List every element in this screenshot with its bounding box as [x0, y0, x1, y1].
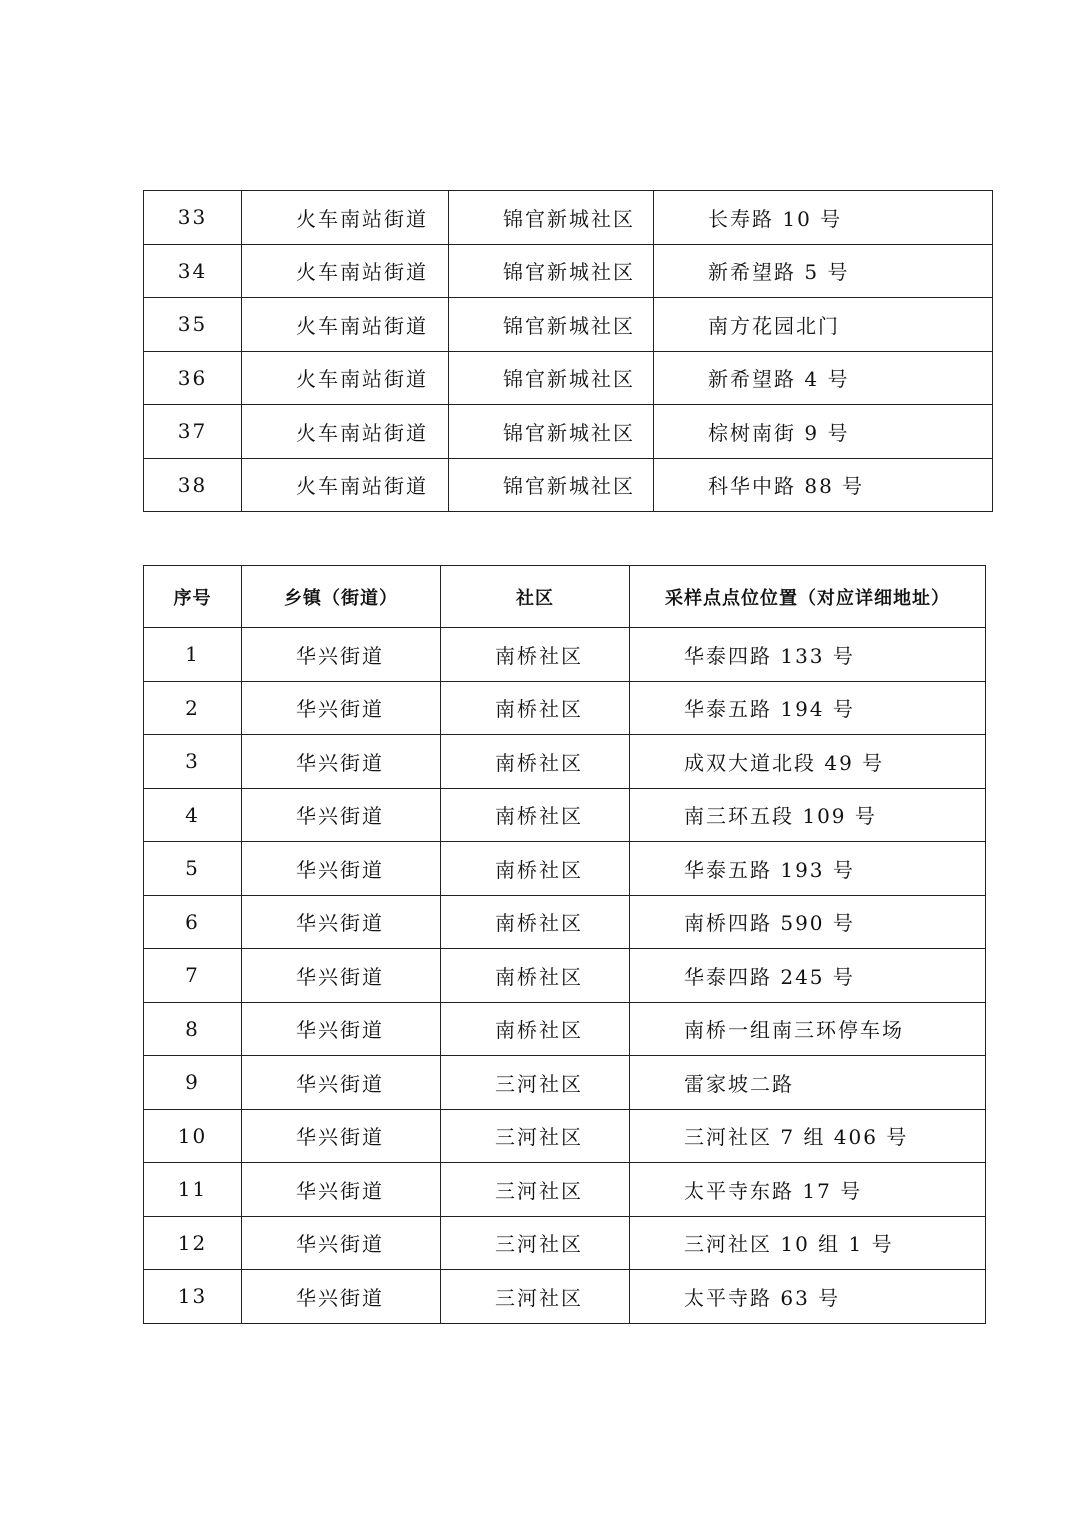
- cell-street: 火车南站街道: [242, 298, 449, 352]
- cell-community: 锦官新城社区: [449, 244, 654, 298]
- cell-no: 11: [144, 1163, 242, 1217]
- cell-address: 华泰四路 245 号: [630, 949, 986, 1003]
- cell-community: 南桥社区: [441, 895, 630, 949]
- cell-community: 南桥社区: [441, 788, 630, 842]
- table-row: [144, 681, 986, 735]
- table-row: [144, 1109, 986, 1163]
- cell-address: 新希望路 5 号: [654, 244, 993, 298]
- header-community: 社区: [441, 566, 630, 628]
- cell-street: 华兴街道: [242, 788, 441, 842]
- table-row: [144, 298, 993, 352]
- table-row: [144, 735, 986, 789]
- cell-street: 华兴街道: [242, 895, 441, 949]
- cell-community: 南桥社区: [441, 735, 630, 789]
- cell-address: 南三环五段 109 号: [630, 788, 986, 842]
- cell-address: 科华中路 88 号: [654, 458, 993, 512]
- cell-street: 华兴街道: [242, 1270, 441, 1324]
- cell-street: 华兴街道: [242, 1109, 441, 1163]
- cell-no: 7: [144, 949, 242, 1003]
- cell-address: 南方花园北门: [654, 298, 993, 352]
- cell-address: 太平寺东路 17 号: [630, 1163, 986, 1217]
- header-street: 乡镇（街道）: [242, 566, 441, 628]
- table-row: [144, 628, 986, 682]
- cell-community: 锦官新城社区: [449, 458, 654, 512]
- cell-address: 长寿路 10 号: [654, 191, 993, 245]
- cell-no: 37: [144, 405, 242, 459]
- cell-street: 华兴街道: [242, 1216, 441, 1270]
- cell-street: 火车南站街道: [242, 458, 449, 512]
- cell-address: 太平寺路 63 号: [630, 1270, 986, 1324]
- cell-no: 5: [144, 842, 242, 896]
- table-row: [144, 458, 993, 512]
- cell-street: 华兴街道: [242, 681, 441, 735]
- cell-no: 4: [144, 788, 242, 842]
- sampling-sites-table: [143, 565, 986, 1324]
- cell-street: 华兴街道: [242, 842, 441, 896]
- cell-street: 华兴街道: [242, 1056, 441, 1110]
- cell-no: 34: [144, 244, 242, 298]
- cell-no: 36: [144, 351, 242, 405]
- cell-community: 三河社区: [441, 1056, 630, 1110]
- cell-community: 锦官新城社区: [449, 191, 654, 245]
- cell-community: 锦官新城社区: [449, 351, 654, 405]
- cell-street: 华兴街道: [242, 949, 441, 1003]
- cell-no: 6: [144, 895, 242, 949]
- cell-street: 华兴街道: [242, 628, 441, 682]
- cell-street: 火车南站街道: [242, 191, 449, 245]
- cell-community: 三河社区: [441, 1163, 630, 1217]
- cell-address: 成双大道北段 49 号: [630, 735, 986, 789]
- cell-address: 新希望路 4 号: [654, 351, 993, 405]
- header-address: 采样点点位位置（对应详细地址）: [630, 566, 986, 628]
- table-row: [144, 351, 993, 405]
- cell-address: 华泰五路 193 号: [630, 842, 986, 896]
- cell-community: 南桥社区: [441, 949, 630, 1003]
- table-body: [144, 628, 986, 1324]
- header-no: 序号: [144, 566, 242, 628]
- table-row: [144, 1002, 986, 1056]
- cell-no: 9: [144, 1056, 242, 1110]
- cell-community: 三河社区: [441, 1216, 630, 1270]
- cell-address: 华泰五路 194 号: [630, 681, 986, 735]
- cell-no: 13: [144, 1270, 242, 1324]
- cell-street: 火车南站街道: [242, 351, 449, 405]
- cell-no: 1: [144, 628, 242, 682]
- table-row: [144, 244, 993, 298]
- cell-no: 10: [144, 1109, 242, 1163]
- cell-community: 南桥社区: [441, 681, 630, 735]
- cell-community: 南桥社区: [441, 842, 630, 896]
- cell-community: 三河社区: [441, 1270, 630, 1324]
- cell-street: 华兴街道: [242, 1002, 441, 1056]
- cell-address: 南桥一组南三环停车场: [630, 1002, 986, 1056]
- table-row: [144, 895, 986, 949]
- cell-street: 火车南站街道: [242, 405, 449, 459]
- cell-address: 棕树南街 9 号: [654, 405, 993, 459]
- cell-address: 雷家坡二路: [630, 1056, 986, 1110]
- table-row: [144, 1270, 986, 1324]
- table-row: [144, 788, 986, 842]
- cell-no: 35: [144, 298, 242, 352]
- cell-no: 12: [144, 1216, 242, 1270]
- sampling-sites-table-continued: [143, 190, 993, 512]
- table-row: [144, 1056, 986, 1110]
- table-row: [144, 1216, 986, 1270]
- cell-community: 南桥社区: [441, 628, 630, 682]
- table-row: [144, 842, 986, 896]
- cell-street: 华兴街道: [242, 1163, 441, 1217]
- table-body: [144, 191, 993, 512]
- header-row: [144, 566, 986, 628]
- cell-address: 三河社区 10 组 1 号: [630, 1216, 986, 1270]
- cell-community: 锦官新城社区: [449, 405, 654, 459]
- cell-street: 火车南站街道: [242, 244, 449, 298]
- table-row: [144, 405, 993, 459]
- cell-address: 华泰四路 133 号: [630, 628, 986, 682]
- cell-community: 南桥社区: [441, 1002, 630, 1056]
- cell-no: 2: [144, 681, 242, 735]
- cell-community: 三河社区: [441, 1109, 630, 1163]
- cell-street: 华兴街道: [242, 735, 441, 789]
- cell-address: 南桥四路 590 号: [630, 895, 986, 949]
- cell-community: 锦官新城社区: [449, 298, 654, 352]
- cell-no: 8: [144, 1002, 242, 1056]
- cell-address: 三河社区 7 组 406 号: [630, 1109, 986, 1163]
- table-row: [144, 1163, 986, 1217]
- table-header: [144, 566, 986, 628]
- cell-no: 33: [144, 191, 242, 245]
- cell-no: 38: [144, 458, 242, 512]
- table-row: [144, 949, 986, 1003]
- cell-no: 3: [144, 735, 242, 789]
- table-row: [144, 191, 993, 245]
